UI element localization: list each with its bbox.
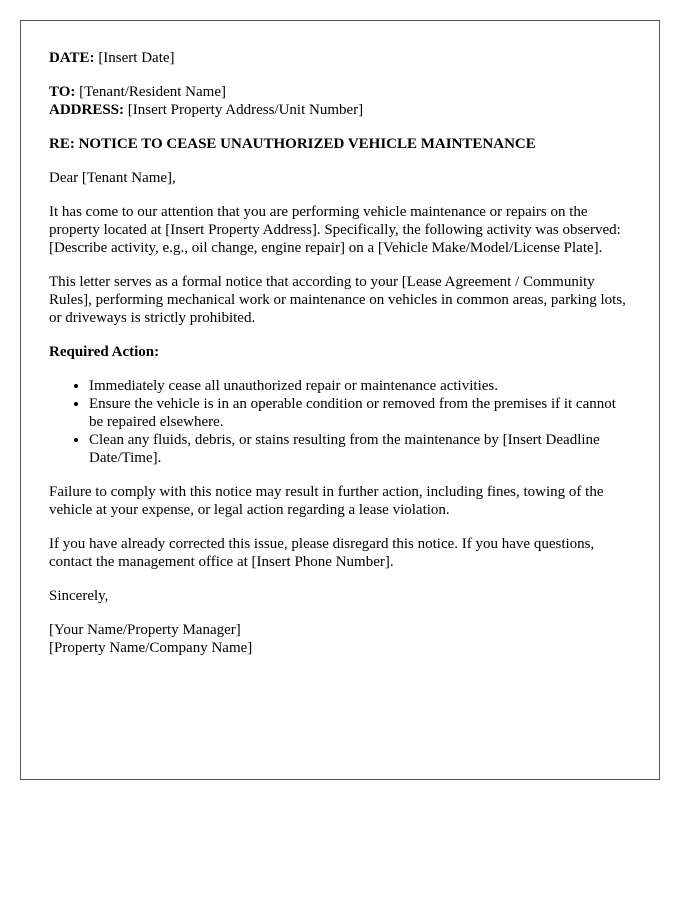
- signature-company: [Property Name/Company Name]: [49, 640, 253, 656]
- address-value: [Insert Property Address/Unit Number]: [127, 102, 364, 118]
- list-item: • Immediately cease all unauthorized repair or maintenance activities.: [89, 377, 631, 395]
- body-paragraph-2: This letter serves as a formal notice that according to your [Lease Agreement / Community Rules], performing mechanical work or maintenance on vehicles in common areas, parking lots, or driveways is strictly prohibited.: [49, 274, 626, 326]
- recipient-block: [49, 83, 631, 119]
- address-line: [49, 101, 631, 119]
- list-item: • Clean any fluids, debris, or stains resulting from the maintenance by [Insert Deadline Date/Time].: [89, 431, 631, 467]
- closing-paragraph-2: If you have already corrected this issue, please disregard this notice. If you have questions, contact the management office at [Insert Phone Number].: [49, 536, 595, 570]
- letter-page: [20, 20, 660, 780]
- to-label: TO:: [49, 84, 76, 100]
- signoff: Sincerely,: [49, 588, 109, 604]
- closing-paragraph-1: Failure to comply with this notice may result in further action, including fines, towing of the vehicle at your expense, or legal action regarding a lease violation.: [49, 484, 604, 518]
- body-paragraph-1: It has come to our attention that you are performing vehicle maintenance or repairs on the property located at [Insert Property Address]. Specifically, the following activity was observed: [Describe activity, e.g., oil change, engine repair] on a [Vehicle Make/Model/License Plate].: [49, 204, 621, 256]
- list-item: • Ensure the vehicle is in an operable condition or removed from the premises if it cannot be repaired elsewhere.: [89, 395, 631, 431]
- to-value: [Tenant/Resident Name]: [79, 84, 226, 100]
- subject-line: RE: NOTICE TO CEASE UNAUTHORIZED VEHICLE MAINTENANCE: [49, 136, 536, 152]
- date-line: [49, 49, 631, 67]
- address-label: ADDRESS:: [49, 102, 125, 118]
- to-line: [49, 83, 631, 101]
- required-action-heading: Required Action:: [49, 344, 160, 360]
- required-action-list: [49, 377, 631, 467]
- signature-block: [49, 621, 631, 657]
- salutation: Dear [Tenant Name],: [49, 170, 176, 186]
- date-value: [Insert Date]: [98, 50, 175, 66]
- date-label: DATE:: [49, 50, 95, 66]
- signature-name: [Your Name/Property Manager]: [49, 622, 241, 638]
